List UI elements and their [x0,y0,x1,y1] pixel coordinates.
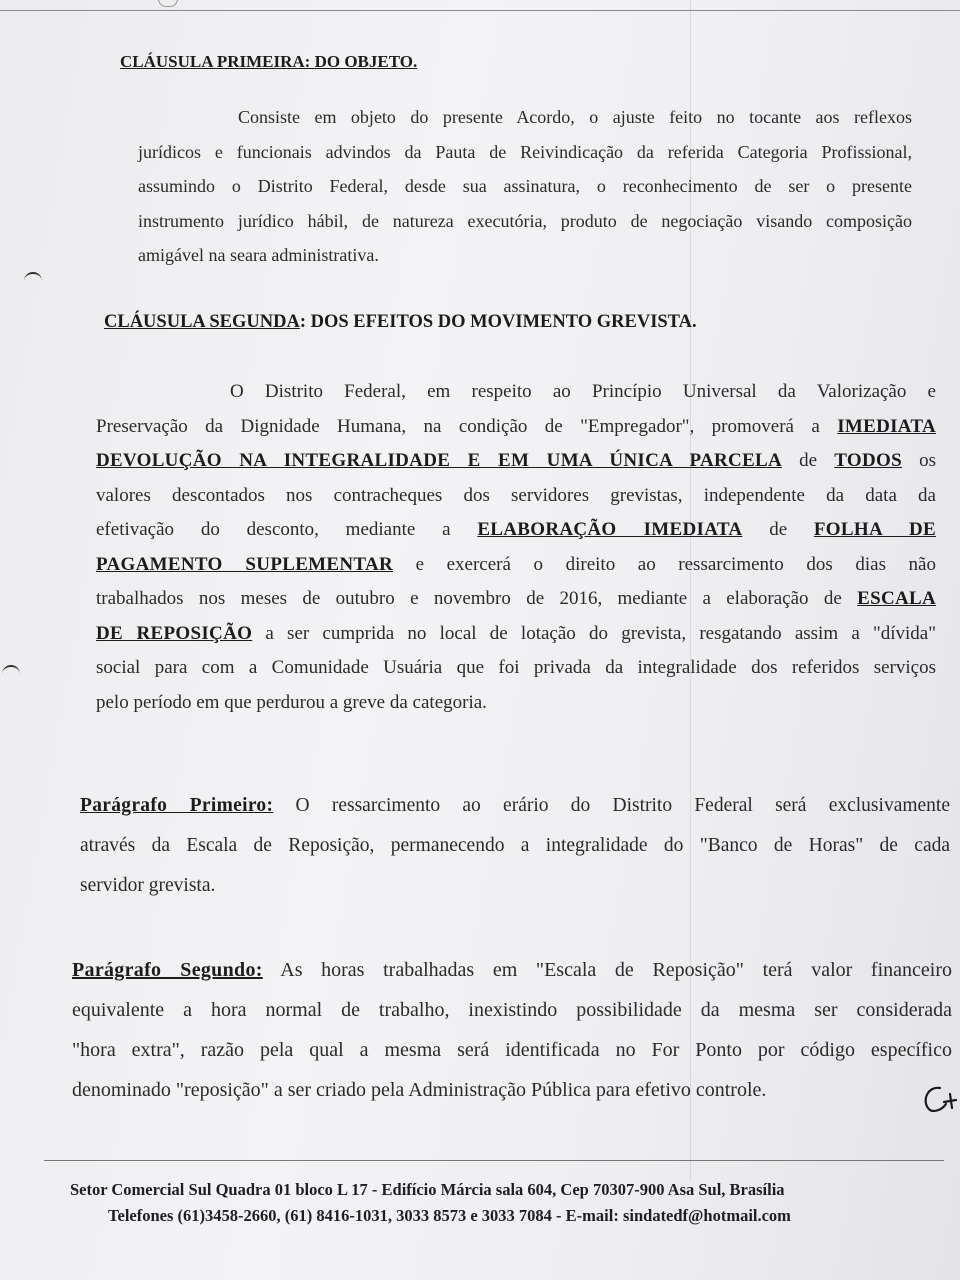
footer-rule [44,1160,944,1161]
clausula-segunda-line-4: valores descontados nos contracheques dos servidores grevistas, independente da data da [96,484,936,506]
emphasis-imediata: IMEDIATA [837,415,936,437]
line-6-text: e exercerá o direito ao ressarcimento dos dias não [393,553,936,575]
emphasis-escala: ESCALA [857,588,936,609]
clausula-segunda-line-7 [96,582,936,617]
clausula-segunda-line-6 [96,548,936,583]
line-5-mid: de [742,519,814,540]
emphasis-todos: TODOS [834,450,902,471]
line-3-text: de [782,450,835,471]
paragrafo-segundo-line-3: "hora extra", razão pela qual a mesma será identificada no For Ponto por código específico [72,1039,952,1061]
clausula-primeira-title: CLÁUSULA PRIMEIRA: DO OBJETO. [120,52,418,71]
emphasis-reposicao: DE REPOSIÇÃO [96,622,253,644]
line-2-text: Preservação da Dignidade Humana, na condição de "Empregador", promoverá a [96,415,838,437]
emphasis-elaboracao: ELABORAÇÃO IMEDIATA [477,519,743,540]
clausula-segunda-line-5 [96,513,936,548]
paragrafo-segundo-line-4: denominado "reposição" a ser criado pela Administração Pública para efetivo controle. [72,1079,767,1101]
clausula-segunda-title-rest: : DOS EFEITOS DO MOVIMENTO GREVISTA. [299,312,697,332]
line-8-text: a ser cumprida no local de lotação do grevista, resgatando assim a "dívida" [252,622,936,644]
clausula-segunda-line-9: social para com a Comunidade Usuária que foi privada da integralidade dos referidos serviços [96,657,936,678]
clausula-primeira-line-2: jurídicos e funcionais advindos da Pauta de Reivindicação da referida Categoria Profissional, [138,141,912,162]
clausula-segunda-body [96,375,936,720]
emphasis-folha: FOLHA DE [813,519,936,540]
paragrafo-primeiro [80,786,950,906]
paragrafo-segundo-line-2: equivalente a hora normal de trabalho, inexistindo possibilidade da mesma ser considerada [72,999,952,1021]
footer-address: Setor Comercial Sul Quadra 01 bloco L 17 - Edifício Márcia sala 604, Cep 70307-900 Asa Sul, Brasília [70,1180,785,1199]
clausula-primeira-body [138,100,912,273]
clausula-primeira-line-5: amigável na seara administrativa. [138,245,379,265]
paragrafo-primeiro-label: Parágrafo Primeiro: [80,795,274,816]
corner-mark [158,0,178,7]
clausula-primeira-line-1: Consiste em objeto do presente Acordo, o ajuste feito no tocante aos reflexos [238,107,912,127]
clausula-segunda-line-10: pelo período em que perdurou a greve da categoria. [96,691,487,713]
paragrafo-primeiro-line-3: servidor grevista. [80,875,216,896]
line-3-tail: os [901,450,936,471]
clausula-primeira-line-3: assumindo o Distrito Federal, desde sua assinatura, o reconhecimento de ser o presente [138,176,912,196]
clausula-segunda-title [104,312,697,333]
footer-contacts: Telefones (61)3458-2660, (61) 8416-1031, 3033 8573 e 3033 7084 - E-mail: sindatedf@hotmail.com [108,1206,791,1225]
paragrafo-primeiro-line-2: através da Escala de Reposição, permanecendo a integralidade do "Banco de Horas" de cada [80,835,950,856]
clausula-primeira-line-4: instrumento jurídico hábil, de natureza executória, produto de negociação visando composição [138,210,912,231]
top-rule [0,10,960,11]
clausula-segunda-line-8 [96,617,936,652]
punch-mark-2 [2,665,20,677]
initials-signature [918,1078,958,1118]
line-5-text: efetivação do desconto, mediante a [96,519,478,540]
paragrafo-segundo [72,950,952,1110]
paragrafo-primeiro-line-1 [80,786,950,826]
clausula-segunda-line-2 [96,410,936,445]
emphasis-pagamento: PAGAMENTO SUPLEMENTAR [96,553,394,575]
paragrafo-segundo-label: Parágrafo Segundo: [72,959,263,981]
emphasis-devolucao: DEVOLUÇÃO NA INTEGRALIDADE E EM UMA ÚNICA PARCELA [96,450,783,471]
clausula-segunda-line-3 [96,444,936,479]
paragrafo-segundo-text-1: As horas trabalhadas em "Escala de Reposição" terá valor financeiro [262,959,952,981]
punch-mark-1 [24,272,42,284]
clausula-segunda-line-1: O Distrito Federal, em respeito ao Princípio Universal da Valorização e [230,381,936,402]
paragrafo-primeiro-text-1: O ressarcimento ao erário do Distrito Federal será exclusivamente [273,795,950,816]
clausula-segunda-title-underlined: CLÁUSULA SEGUNDA [104,312,300,332]
line-7-text: trabalhados nos meses de outubro e novembro de 2016, mediante a elaboração de [96,588,858,609]
paragrafo-segundo-line-1 [72,950,952,990]
